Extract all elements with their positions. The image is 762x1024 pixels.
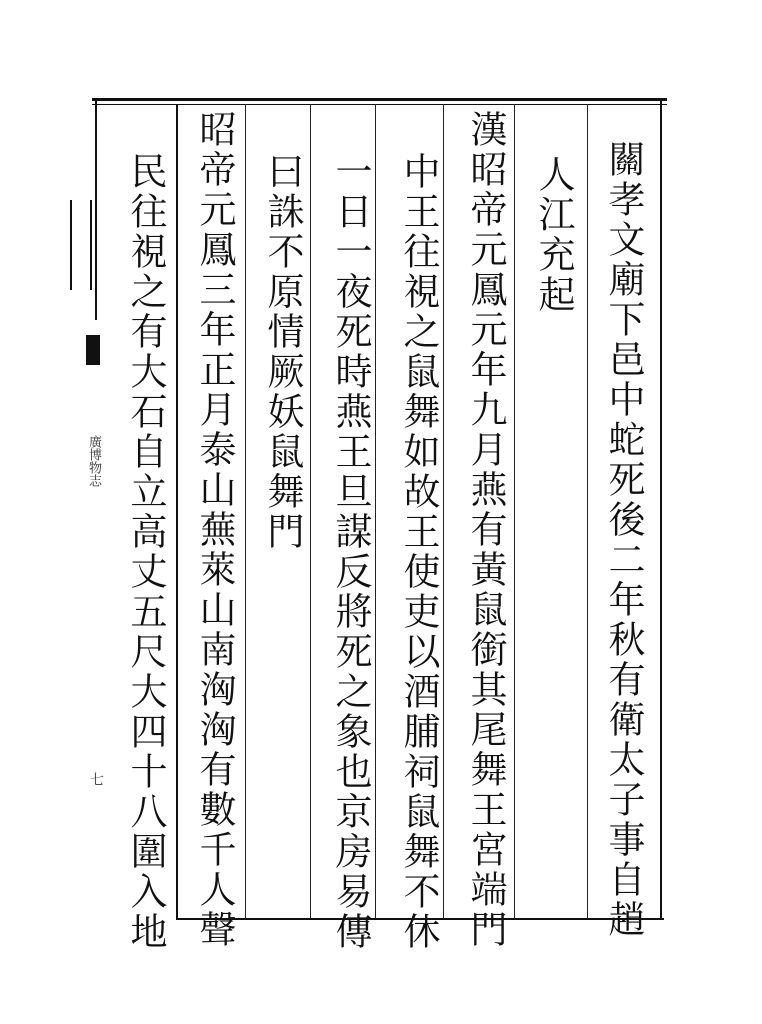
margin-edge-line <box>95 100 97 320</box>
text-column-1: 關孝文廟下邑中蛇死後二年秋有衛太子事自趙 <box>602 140 645 940</box>
right-frame-border <box>660 98 662 920</box>
margin-decoration <box>70 200 92 290</box>
text-column-6: 曰誅不原情厥妖鼠舞門 <box>261 152 304 552</box>
top-border-thin <box>92 104 667 105</box>
left-frame-border <box>176 104 178 920</box>
top-border-thick <box>92 98 667 101</box>
column-divider <box>514 104 515 918</box>
margin-page-number: 七 <box>88 772 104 786</box>
margin-book-title: 廣博物志 <box>86 435 101 487</box>
column-divider <box>375 104 376 918</box>
column-divider <box>443 104 444 918</box>
text-column-7: 昭帝元鳳三年正月泰山蕪萊山南洶洶有數千人聲 <box>193 110 236 950</box>
fishtail-mark <box>86 335 100 365</box>
text-column-5: 一日一夜死時燕王旦謀反將死之象也京房易傳 <box>329 152 372 952</box>
text-column-8: 民往視之有大石自立高丈五尺大四十八圍入地 <box>124 152 167 952</box>
column-divider <box>310 104 311 918</box>
text-column-3: 漢昭帝元鳳元年九月燕有黃鼠銜其尾舞王宮端門 <box>464 110 507 950</box>
text-column-4: 中王往視之鼠舞如故王使吏以酒脯祠鼠舞不休 <box>397 152 440 952</box>
column-divider <box>245 104 246 918</box>
column-divider <box>587 104 588 918</box>
text-column-2: 人江充起 <box>532 155 575 315</box>
